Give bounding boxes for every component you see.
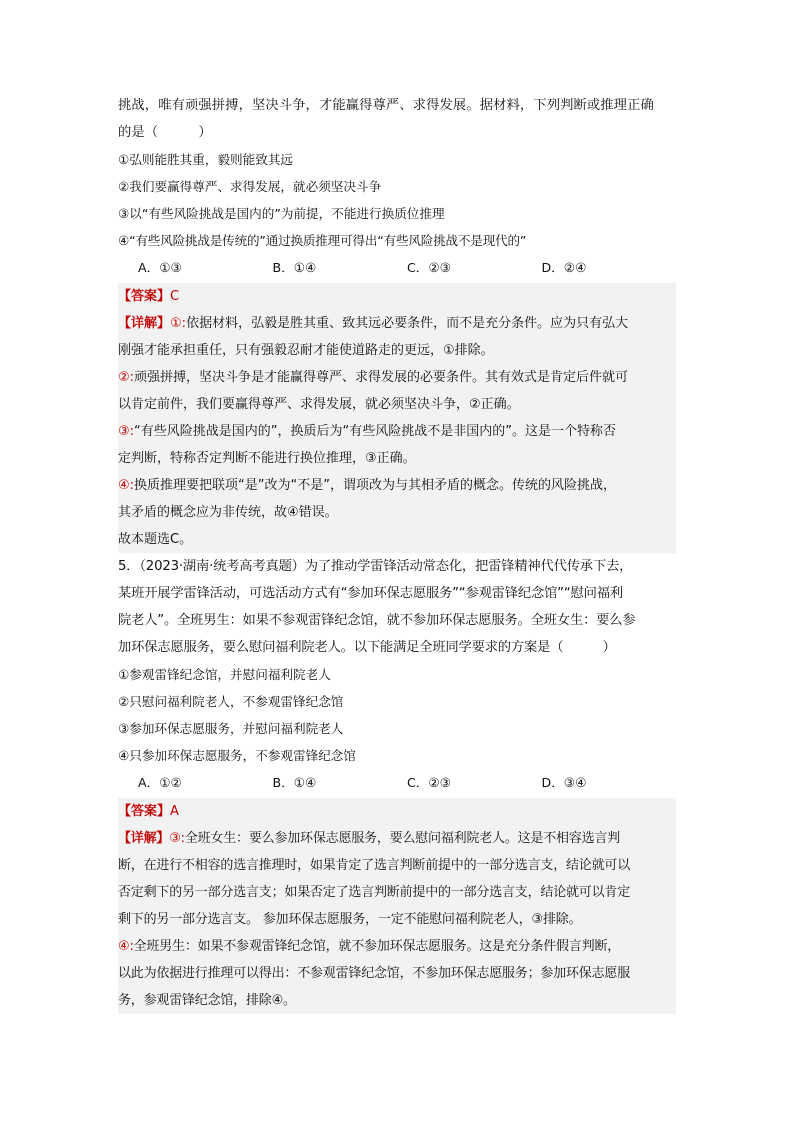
stem-line: 的是（ ）	[118, 125, 212, 140]
choice-a: A．①③	[138, 260, 182, 275]
analysis-line	[118, 364, 676, 391]
choice-c: C．②③	[407, 775, 451, 790]
analysis-line: 以此为依据进行推理可以得出：不参观雷锋纪念馆，不参加环保志愿服务；参加环保志愿服	[118, 966, 631, 981]
q4-choices	[118, 254, 676, 281]
statement-1: ①参观雷锋纪念馆，并慰问福利院老人	[118, 667, 331, 682]
statement-4: ④“有些风险挑战是传统的”通过换质推理可得出“有些风险挑战不是现代的”	[118, 233, 527, 248]
statement-2: ②我们要赢得尊严、求得发展，就必须坚决斗争	[118, 179, 382, 194]
stem-line: 院老人”。全班男生：如果不参观雷锋纪念馆，就不参加环保志愿服务。全班女生：要么参	[118, 613, 636, 628]
choice-b: B．①④	[272, 775, 317, 790]
analysis-mark: ③:	[118, 424, 135, 439]
stem-line: 5．（2023·湖南·统考高考真题）为了推动学雷锋活动常态化，把雷锋精神代代传承下去，	[118, 559, 633, 574]
q5-choices	[118, 769, 676, 796]
analysis-line: 务，参观雷锋纪念馆，排除④。	[118, 993, 296, 1008]
stem-line: 某班开展学雷锋活动，可选活动方式有“参加环保志愿服务”“参观雷锋纪念馆”“慰问福利	[118, 586, 623, 601]
analysis-line: 以肯定前件，我们要赢得尊严、求得发展，就必须坚决斗争，②正确。	[118, 397, 520, 412]
analysis-text: 换质推理要把联项“是”改为“不是”，谓项改为与其相矛盾的概念。传统的风险挑战，	[134, 478, 616, 493]
statement-3: ③参加环保志愿服务，并慰问福利院老人	[118, 721, 344, 736]
q5-stem	[118, 553, 676, 661]
statement-1: ①弘则能胜其重，毅则能致其远	[118, 152, 294, 167]
statement-4: ④只参加环保志愿服务，不参观雷锋纪念馆	[118, 748, 356, 763]
q4-statements	[118, 146, 676, 254]
detail-label: 【详解】	[118, 316, 171, 331]
analysis-text: “有些风险挑战是国内的”，换质后为“有些风险挑战不是非国内的”。这是一个特称否	[134, 424, 616, 439]
choice-d: D．②④	[541, 260, 587, 275]
answer-label: 【答案】	[118, 289, 171, 304]
q4-stem	[118, 92, 676, 146]
analysis-text: 顽强拼搏，坚决斗争是才能赢得尊严、求得发展的必要条件。其有效式是肯定后件就可	[134, 370, 629, 385]
analysis-line	[118, 310, 676, 337]
answer-line	[118, 798, 676, 825]
answer-label: 【答案】	[118, 804, 171, 819]
answer-line	[118, 283, 676, 310]
detail-label: 【详解】	[118, 831, 170, 846]
answer-value: C	[170, 289, 180, 304]
analysis-line: 断，在进行不相容的选言推理时，如果肯定了选言判断前提中的一部分选言支，结论就可以	[118, 858, 631, 873]
analysis-line: 剩下的另一部分选言支。 参加环保志愿服务，一定不能慰问福利院老人，③排除。	[118, 912, 582, 927]
analysis-line	[118, 825, 676, 852]
answer-value: A	[170, 804, 179, 819]
q4-answer-block	[118, 283, 676, 553]
analysis-line: 定判断，特称否定判断不能进行换位推理，③正确。	[118, 451, 416, 466]
analysis-line: 刚强才能承担重任，只有强毅忍耐才能使道路走的更远，①排除。	[118, 343, 494, 358]
analysis-mark: ③:	[169, 831, 185, 846]
analysis-line: 否定剩下的另一部分选言支；如果否定了选言判断前提中的一部分选言支，结论就可以肯定	[118, 885, 631, 900]
analysis-text: 依据材料，弘毅是胜其重、致其远必要条件，而不是充分条件。应为只有弘大	[186, 316, 629, 331]
analysis-mark: ④:	[118, 478, 135, 493]
analysis-line	[118, 472, 676, 499]
stem-line: 挑战，唯有顽强拼搏，坚决斗争，才能赢得尊严、求得发展。据材料，下列判断或推理正确	[118, 98, 654, 113]
analysis-text: 全班女生：要么参加环保志愿服务，要么慰问福利院老人。这是不相容选言判	[184, 831, 621, 846]
choice-d: D．③④	[541, 775, 587, 790]
analysis-mark: ②:	[118, 370, 135, 385]
choice-a: A．①②	[138, 775, 182, 790]
analysis-line: 其矛盾的概念应为非传统，故④错误。	[118, 505, 338, 520]
choice-c: C．②③	[407, 260, 451, 275]
q5-answer-block	[118, 798, 676, 1014]
q5-statements	[118, 661, 676, 769]
conclusion-line: 故本题选C。	[118, 532, 193, 547]
analysis-line	[118, 418, 676, 445]
statement-2: ②只慰问福利院老人，不参观雷锋纪念馆	[118, 694, 344, 709]
choice-b: B．①④	[272, 260, 317, 275]
analysis-mark: ①:	[170, 316, 187, 331]
content-column	[118, 92, 676, 1014]
analysis-mark: ④:	[118, 939, 134, 954]
statement-3: ③以“有些风险挑战是国内的”为前提，不能进行换质位推理	[118, 206, 445, 221]
stem-line: 加环保志愿服务，要么慰问福利院老人。以下能满足全班同学要求的方案是（ ）	[118, 640, 616, 655]
analysis-text: 全班男生：如果不参观雷锋纪念馆，就不参加环保志愿服务。这是充分条件假言判断，	[133, 939, 621, 954]
analysis-line	[118, 933, 676, 960]
